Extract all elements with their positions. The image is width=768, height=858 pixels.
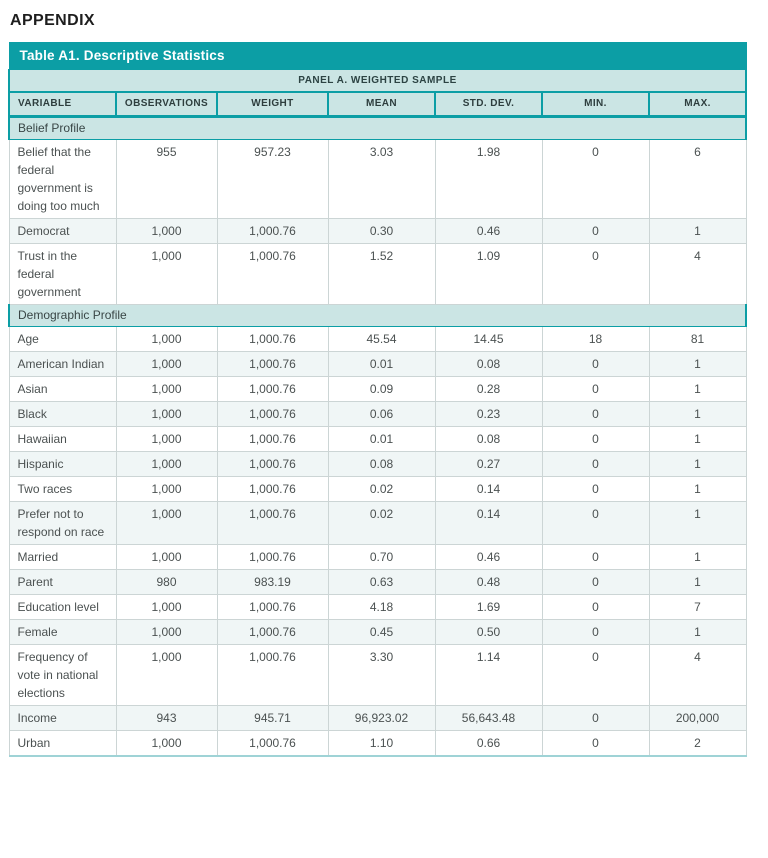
value-cell: 1.10 [328, 731, 435, 757]
table-row [9, 452, 746, 477]
value-cell: 1,000 [116, 502, 217, 545]
value-cell: 1,000.76 [217, 452, 328, 477]
value-cell: 0.09 [328, 377, 435, 402]
table-row [9, 219, 746, 244]
table-row [9, 595, 746, 620]
value-cell: 0 [542, 502, 649, 545]
value-cell: 1,000 [116, 219, 217, 244]
value-cell: 0.08 [435, 352, 542, 377]
value-cell: 14.45 [435, 327, 542, 352]
value-cell: 4 [649, 645, 746, 706]
value-cell: 1 [649, 452, 746, 477]
value-cell: 1,000.76 [217, 645, 328, 706]
value-cell: 1,000 [116, 452, 217, 477]
table-row [9, 427, 746, 452]
value-cell: 3.30 [328, 645, 435, 706]
value-cell: 980 [116, 570, 217, 595]
value-cell: 6 [649, 140, 746, 219]
value-cell: 0 [542, 620, 649, 645]
value-cell: 0.23 [435, 402, 542, 427]
column-header: OBSERVATIONS [116, 92, 217, 117]
value-cell: 957.23 [217, 140, 328, 219]
value-cell: 1,000.76 [217, 427, 328, 452]
variable-cell: Belief that the federal government is doing too much [9, 140, 116, 219]
column-header: VARIABLE [9, 92, 116, 117]
column-header: MEAN [328, 92, 435, 117]
value-cell: 0 [542, 352, 649, 377]
section-row [9, 117, 746, 140]
table-title: Table A1. Descriptive Statistics [9, 43, 746, 70]
section-row [9, 305, 746, 327]
value-cell: 0 [542, 706, 649, 731]
value-cell: 1,000.76 [217, 402, 328, 427]
value-cell: 1.69 [435, 595, 542, 620]
value-cell: 0.08 [328, 452, 435, 477]
column-header: MAX. [649, 92, 746, 117]
value-cell: 1,000.76 [217, 620, 328, 645]
variable-cell: Frequency of vote in national elections [9, 645, 116, 706]
value-cell: 1 [649, 545, 746, 570]
value-cell: 1 [649, 402, 746, 427]
value-cell: 1,000 [116, 352, 217, 377]
variable-cell: Two races [9, 477, 116, 502]
value-cell: 96,923.02 [328, 706, 435, 731]
value-cell: 56,643.48 [435, 706, 542, 731]
value-cell: 1,000.76 [217, 327, 328, 352]
section-label: Belief Profile [9, 117, 746, 140]
value-cell: 1,000 [116, 327, 217, 352]
value-cell: 1,000 [116, 645, 217, 706]
value-cell: 0 [542, 545, 649, 570]
value-cell: 1.98 [435, 140, 542, 219]
value-cell: 1,000.76 [217, 545, 328, 570]
value-cell: 0.08 [435, 427, 542, 452]
value-cell: 1.09 [435, 244, 542, 305]
value-cell: 0.30 [328, 219, 435, 244]
variable-cell: Income [9, 706, 116, 731]
table-row [9, 620, 746, 645]
table-row [9, 377, 746, 402]
value-cell: 0.01 [328, 352, 435, 377]
descriptive-statistics-table [8, 42, 747, 757]
value-cell: 45.54 [328, 327, 435, 352]
panel-header-row [9, 70, 746, 93]
variable-cell: Female [9, 620, 116, 645]
table-row [9, 570, 746, 595]
value-cell: 0 [542, 244, 649, 305]
value-cell: 0 [542, 377, 649, 402]
variable-cell: American Indian [9, 352, 116, 377]
value-cell: 1 [649, 620, 746, 645]
value-cell: 1 [649, 427, 746, 452]
table-row [9, 402, 746, 427]
column-header: STD. DEV. [435, 92, 542, 117]
value-cell: 1.14 [435, 645, 542, 706]
value-cell: 0 [542, 731, 649, 757]
value-cell: 0 [542, 477, 649, 502]
value-cell: 0.50 [435, 620, 542, 645]
table-row [9, 731, 746, 757]
variable-cell: Hispanic [9, 452, 116, 477]
value-cell: 1 [649, 502, 746, 545]
value-cell: 1,000 [116, 545, 217, 570]
variable-cell: Asian [9, 377, 116, 402]
value-cell: 1,000 [116, 731, 217, 757]
table-row [9, 545, 746, 570]
table-row [9, 645, 746, 706]
value-cell: 1,000 [116, 427, 217, 452]
value-cell: 0.46 [435, 219, 542, 244]
table-row [9, 244, 746, 305]
table-row [9, 140, 746, 219]
value-cell: 0.28 [435, 377, 542, 402]
section-label: Demographic Profile [9, 305, 746, 327]
value-cell: 4.18 [328, 595, 435, 620]
value-cell: 943 [116, 706, 217, 731]
value-cell: 1,000 [116, 402, 217, 427]
value-cell: 955 [116, 140, 217, 219]
value-cell: 18 [542, 327, 649, 352]
value-cell: 1,000 [116, 595, 217, 620]
value-cell: 1 [649, 377, 746, 402]
value-cell: 0 [542, 219, 649, 244]
variable-cell: Democrat [9, 219, 116, 244]
variable-cell: Married [9, 545, 116, 570]
table-row [9, 477, 746, 502]
value-cell: 7 [649, 595, 746, 620]
value-cell: 1,000 [116, 377, 217, 402]
variable-cell: Parent [9, 570, 116, 595]
table-row [9, 502, 746, 545]
value-cell: 0.02 [328, 477, 435, 502]
value-cell: 1,000.76 [217, 244, 328, 305]
variable-cell: Hawaiian [9, 427, 116, 452]
variable-cell: Education level [9, 595, 116, 620]
value-cell: 1,000 [116, 477, 217, 502]
value-cell: 0 [542, 570, 649, 595]
value-cell: 1.52 [328, 244, 435, 305]
value-cell: 1,000.76 [217, 219, 328, 244]
variable-cell: Prefer not to respond on race [9, 502, 116, 545]
variable-cell: Trust in the federal government [9, 244, 116, 305]
value-cell: 1,000.76 [217, 502, 328, 545]
variable-cell: Age [9, 327, 116, 352]
value-cell: 0.01 [328, 427, 435, 452]
value-cell: 0.02 [328, 502, 435, 545]
value-cell: 0.14 [435, 477, 542, 502]
value-cell: 1,000.76 [217, 377, 328, 402]
value-cell: 0.48 [435, 570, 542, 595]
value-cell: 0.66 [435, 731, 542, 757]
table-row [9, 706, 746, 731]
column-header-row [9, 92, 746, 117]
column-header: MIN. [542, 92, 649, 117]
value-cell: 1,000.76 [217, 477, 328, 502]
value-cell: 200,000 [649, 706, 746, 731]
value-cell: 0.70 [328, 545, 435, 570]
value-cell: 3.03 [328, 140, 435, 219]
value-cell: 1 [649, 477, 746, 502]
variable-cell: Black [9, 402, 116, 427]
value-cell: 81 [649, 327, 746, 352]
value-cell: 0.06 [328, 402, 435, 427]
value-cell: 0.45 [328, 620, 435, 645]
value-cell: 0.27 [435, 452, 542, 477]
value-cell: 945.71 [217, 706, 328, 731]
value-cell: 1,000.76 [217, 731, 328, 757]
value-cell: 1 [649, 570, 746, 595]
value-cell: 0 [542, 427, 649, 452]
value-cell: 0.14 [435, 502, 542, 545]
value-cell: 1,000 [116, 244, 217, 305]
table-row [9, 327, 746, 352]
value-cell: 1,000.76 [217, 352, 328, 377]
value-cell: 2 [649, 731, 746, 757]
value-cell: 4 [649, 244, 746, 305]
variable-cell: Urban [9, 731, 116, 757]
value-cell: 0 [542, 402, 649, 427]
value-cell: 0 [542, 595, 649, 620]
value-cell: 0 [542, 452, 649, 477]
value-cell: 1,000.76 [217, 595, 328, 620]
value-cell: 0.46 [435, 545, 542, 570]
appendix-heading: APPENDIX [10, 12, 95, 29]
panel-header: PANEL A. WEIGHTED SAMPLE [9, 70, 746, 93]
value-cell: 0 [542, 645, 649, 706]
value-cell: 0.63 [328, 570, 435, 595]
value-cell: 1,000 [116, 620, 217, 645]
value-cell: 983.19 [217, 570, 328, 595]
value-cell: 1 [649, 352, 746, 377]
value-cell: 1 [649, 219, 746, 244]
column-header: WEIGHT [217, 92, 328, 117]
table-row [9, 352, 746, 377]
table-title-row [9, 43, 746, 70]
value-cell: 0 [542, 140, 649, 219]
